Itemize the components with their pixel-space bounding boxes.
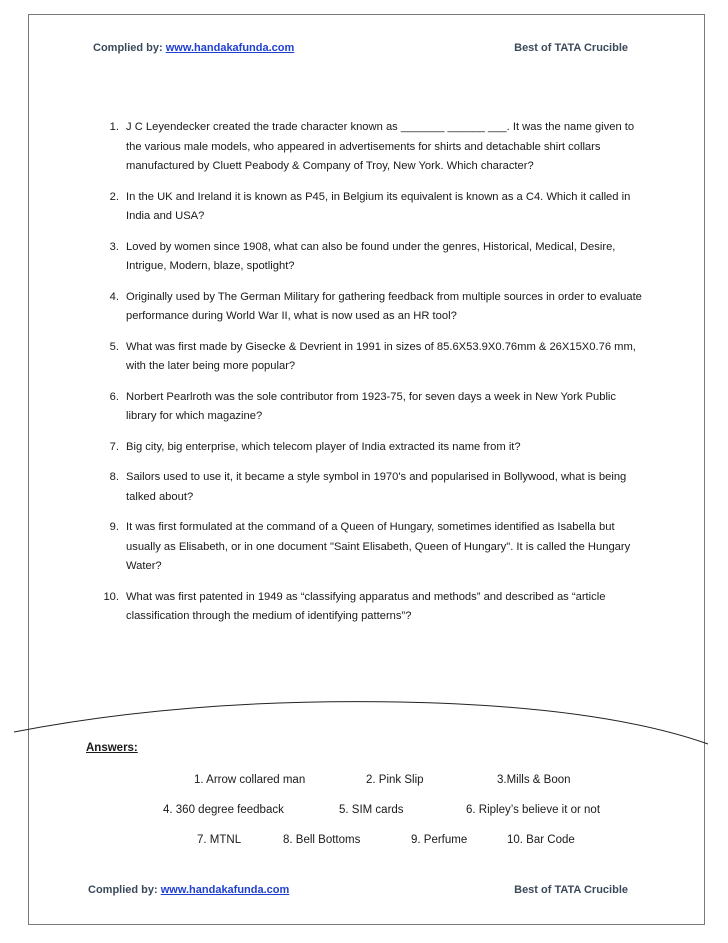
header-site-link[interactable]: www.handakafunda.com bbox=[165, 42, 295, 54]
question-text: It was first formulated at the command of a Queen of Hungary, sometimes identified as Isabella but usually as Elisabeth, or in one document "Saint Elisabeth, Queen of Hungary". It is called the Hungary Water? bbox=[126, 521, 631, 572]
question-number: 5. bbox=[109, 340, 119, 353]
answer-8: 8. Bell Bottoms bbox=[283, 834, 361, 846]
question-text: Originally used by The German Military for gathering feedback from multiple sources in order to evaluate performance during World War II, what is now used as an HR tool? bbox=[126, 290, 642, 322]
question-number: 4. bbox=[109, 290, 119, 303]
question-text: Loved by women since 1908, what can also be found under the genres, Historical, Medical, Desire, Intrigue, Modern, blaze, spotlight? bbox=[126, 240, 616, 272]
question-number: 9. bbox=[109, 521, 119, 533]
question-text: What was first patented in 1949 as “classifying apparatus and methods” and described as “article classification through the medium of identifying patterns”? bbox=[126, 590, 606, 622]
curved-divider bbox=[0, 690, 728, 750]
question-text: What was first made by Gisecke & Devrient in 1991 in sizes of 85.6X53.9X0.76mm & 26X15X0.76 mm, with the later being more popular? bbox=[126, 340, 636, 372]
page-header bbox=[93, 42, 628, 54]
question-item bbox=[109, 338, 648, 377]
answer-10: 10. Bar Code bbox=[507, 834, 575, 846]
question-item bbox=[103, 588, 648, 627]
answer-7: 7. MTNL bbox=[197, 834, 242, 846]
question-text: Big city, big enterprise, which telecom player of India extracted its name from it? bbox=[126, 440, 521, 453]
question-number: 1. bbox=[109, 121, 119, 133]
question-text: Norbert Pearlroth was the sole contributor from 1923-75, for seven days a week in New York Public library for which magazine? bbox=[126, 390, 617, 422]
question-item bbox=[109, 188, 648, 227]
footer-series-title: Best of TATA Crucible bbox=[514, 884, 628, 896]
question-item bbox=[109, 288, 648, 327]
question-item bbox=[109, 388, 648, 427]
question-item bbox=[109, 518, 648, 577]
footer-credit-label: Complied by: bbox=[88, 884, 161, 896]
question-number: 6. bbox=[109, 390, 119, 403]
question-number: 10. bbox=[103, 590, 119, 603]
question-number: 7. bbox=[109, 440, 119, 453]
answer-2: 2. Pink Slip bbox=[366, 774, 424, 786]
footer-site-link[interactable]: www.handakafunda.com bbox=[160, 884, 290, 896]
question-number: 2. bbox=[109, 190, 119, 203]
question-text: J C Leyendecker created the trade character known as _______ ______ ___. It was the name given to the various male models, who appeared in advertisements for shirts and detachable shirt collars manufactured by Cluett Peabody & Company of Troy, New York. Which character? bbox=[126, 121, 635, 172]
header-series-title: Best of TATA Crucible bbox=[514, 42, 628, 54]
answer-5: 5. SIM cards bbox=[339, 804, 404, 816]
question-item bbox=[109, 468, 648, 507]
answer-1: 1. Arrow collared man bbox=[194, 774, 306, 786]
question-item bbox=[109, 118, 648, 177]
answer-3: 3.Mills & Boon bbox=[497, 774, 571, 786]
answer-6: 6. Ripley’s believe it or not bbox=[466, 804, 601, 816]
answer-9: 9. Perfume bbox=[411, 834, 468, 846]
question-text: Sailors used to use it, it became a style symbol in 1970's and popularised in Bollywood, what is being talked about? bbox=[126, 471, 627, 503]
question-number: 3. bbox=[109, 240, 119, 253]
header-credit-label: Complied by: bbox=[93, 42, 166, 54]
answers-heading: Answers: bbox=[86, 742, 138, 754]
question-number: 8. bbox=[109, 471, 119, 483]
answer-4: 4. 360 degree feedback bbox=[163, 804, 284, 816]
question-text: In the UK and Ireland it is known as P45, in Belgium its equivalent is known as a C4. Which it called in India and USA? bbox=[126, 190, 631, 222]
question-item bbox=[109, 438, 648, 458]
question-item bbox=[109, 238, 648, 277]
question-list bbox=[103, 118, 648, 638]
page-footer bbox=[88, 884, 628, 896]
